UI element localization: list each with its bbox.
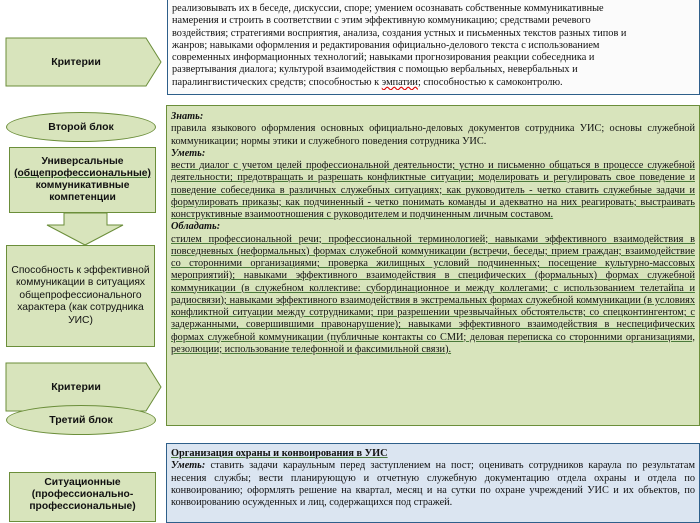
own-heading: Обладать: [171, 221, 221, 233]
org-title: Организация охраны и конвоирования в УИС [171, 448, 388, 459]
text-line: воздействия; стратегиями восприятия, анализа, создания устных и письменных текстов разных типов и [172, 27, 627, 39]
know-heading: Знать: [171, 111, 204, 122]
block2-text [167, 106, 699, 357]
block2-criteria-label: Критерии [51, 381, 101, 393]
text-line: современных информационных технологий; навыками прогнозирования реакции собеседника и [172, 52, 595, 64]
block2-oval: Второй блок [6, 112, 156, 142]
ability-label: Способность к эффективной коммуникации в ситуациях общепрофессионального характера (как сотрудника УИС) [11, 264, 150, 326]
block1-criteria-text-box [167, 0, 700, 95]
can-text: вести диалог с учетом целей профессиональной деятельности; устно и письменно общаться в процессе служебной деятельности; предотвращать и разрешать конфликтные ситуации; моделировать и регулировать свое поведение и поведение собеседника в различных служебных ситуациях; как руководитель - четко ставить служебные задачи и формулировать приказы; как подчиненный - четко понимать команды и адекватно на них реагировать; выстраивать конструктивные взаимоотношения с руководителем и подчиненным личным составом. [171, 160, 695, 220]
block3-can-text: Уметь: ставить задачи караульным перед заступлением на пост; оценивать сотрудников караула по результатам несения службы; вести планирующую и отчетную служебную документацию отдела охраны и отдела по конвоированию; оформлять решение на квартал, месяц и на сутки по охране учреждений УИС и их объектов, по конвоированию осужденных и лиц, содержащихся под стражей. [171, 460, 695, 509]
down-arrow-icon [47, 213, 127, 247]
block2-text-box [166, 105, 700, 426]
spellcheck-word: эмпатии [381, 76, 418, 88]
situational-competences-box [9, 472, 156, 522]
competence-line: коммуникативные [35, 180, 130, 191]
block3-oval: Третий блок [6, 405, 156, 435]
situational-line: Ситуационные [44, 477, 121, 488]
own-text: стилем профессиональной речи; профессиональной терминологией; навыками эффективного взаимодействия в повседневных (неформальных) формах служебной коммуникации (встречи, беседы; прием граждан; взаимодействие со сторонними организациями; проверка жилищных условий подчиненных; посещение культурно-массовых мероприятий); навыками эффективного взаимодействия в специфических (формальных) формах служебной коммуникации (в служебном коллективе: субординационное и между коллегами; с использованием телетайпа и радиосвязи); навыками эффективного взаимодействия в экстремальных формах служебной коммуникации (в условиях конфликтной ситуации между сотрудниками; при разрешении чрезвычайных обстоятельств; со спецконтингентом; с задержанными, совершившими правонарушение); навыками эффективного взаимодействия в неспецифических формах служебной коммуникации (публичные контакты со СМИ; деловая переписка со сторонними организациями, резолюции; использование телефонной и факсимильной связи). [171, 233, 695, 355]
block1-criteria-text [168, 0, 699, 90]
universal-competences-box [9, 147, 156, 213]
competence-line: компетенции [49, 192, 116, 203]
situational-line: профессиональные) [29, 501, 136, 512]
text-line: паралингвистических средств; способностью к эмпатии; способностью к самоконтролю. [172, 76, 563, 88]
can-heading: Уметь: [171, 147, 206, 159]
block1-criteria-label: Критерии [51, 56, 101, 68]
text-line: намерения и строить в соответствии с этим эффективную коммуникацию; средствами речевого [172, 15, 591, 27]
text-line: реализовывать их в беседе, дискуссии, споре; умением осознавать собственные коммуникативные [172, 3, 604, 14]
block3-text [167, 444, 699, 510]
text-line: жанров; навыками оформления и редактирования официально-делового текста с использованием [172, 39, 600, 51]
know-text: правила языкового оформления основных официально-деловых документов сотрудника УИС; основы служебной коммуникации; нормы этики и служебного поведения сотрудника УИС. [171, 123, 695, 147]
block3-text-box [166, 443, 700, 523]
competence-line: (общепрофессиональные) [14, 168, 151, 179]
competence-line: Универсальные [41, 156, 124, 167]
text-line: развертывания диалога; культурой взаимодействия с помощью вербальных, невербальных и [172, 64, 578, 76]
ability-box [6, 245, 155, 347]
situational-line: (профессионально- [31, 489, 134, 500]
